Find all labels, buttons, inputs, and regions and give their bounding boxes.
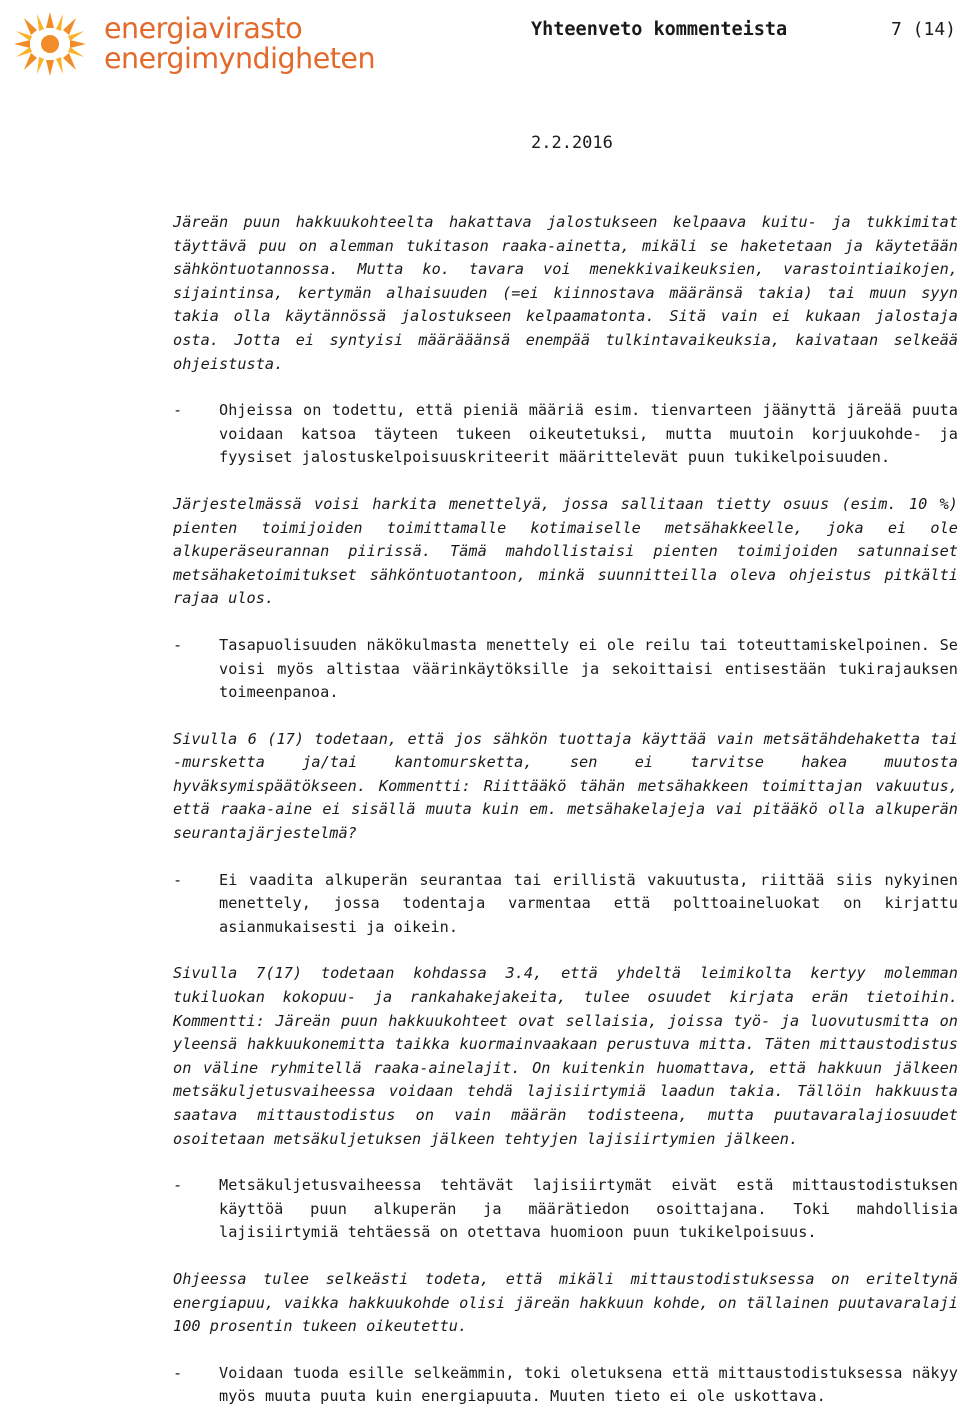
page-number: 7 (14) [890, 19, 956, 40]
response-bullet-5 [173, 1362, 958, 1409]
comment-paragraph-2: Järjestelmässä voisi harkita menettelyä, jossa sallitaan tietty osuus (esim. 10 %) pienten toimijoiden toimittamalle kotimaiselle metsähakkeelle, joka ei ole alkuperäseurannan piirissä. Tämä mahdollistaisi pienten toimijoiden satunnaiset metsähaketoimitukset sähköntuotantoon, minkä suunnitteilla oleva ohjeistus pitkälti rajaa ulos. [173, 494, 958, 608]
document-date: 2.2.2016 [531, 133, 613, 153]
agency-logo [8, 8, 375, 80]
bullet-dash: - [173, 1176, 183, 1195]
bullet-dash: - [173, 635, 183, 654]
logo-line-swedish: energimyndigheten [104, 42, 376, 75]
response-bullet-2 [173, 634, 958, 705]
sun-logo-icon [8, 8, 92, 80]
logo-line-finnish: energiavirasto [104, 12, 303, 45]
bullet-dash: - [173, 1363, 183, 1382]
document-body [173, 211, 958, 1409]
document-title: Yhteenveto kommenteista [531, 19, 788, 40]
comment-paragraph-5: Ohjeessa tulee selkeästi todeta, että mikäli mittaustodistuksessa on eriteltynä energiapuu, vaikka hakkuukohde olisi järeän hakkuun kohde, on tällainen puutavaralaji 100 prosentin tukeen oikeutettu. [173, 1269, 958, 1336]
response-bullet-4 [173, 1174, 958, 1245]
response-text-2: Tasapuolisuuden näkökulmasta menettely ei ole reilu tai toteuttamiskelpoinen. Se voisi myös altistaa väärinkäytöksille ja sekoittaisi entisestään tukirajauksen toimeenpanoa. [219, 635, 958, 702]
bullet-dash: - [173, 870, 183, 889]
logo-wordmark [104, 14, 375, 74]
response-text-1: Ohjeissa on todettu, että pieniä määriä esim. tienvarteen jäänyttä järeää puuta voidaan katsoa täyteen tukeen oikeutetuksi, mutta muutoin korjuukohde- ja fyysiset jalostuskelpoisuuskriteerit määrittelevät puun tukikelpoisuuden. [219, 401, 958, 467]
response-text-5: Voidaan tuoda esille selkeämmin, toki oletuksena että mittaustodistuksessa näkyy myös muuta puuta kuin energiapuuta. Muuten tieto ei ole uskottava. [219, 1363, 958, 1406]
bullet-dash: - [173, 401, 183, 420]
response-text-4: Metsäkuljetusvaiheessa tehtävät lajisiirtymät eivät estä mittaustodistuksen käyttöä puun alkuperän ja määrätiedon osoittajana. Toki mahdollisia lajisiirtymiä tehtäessä on otettava huomioon puun tukikelpoisuus. [219, 1176, 958, 1242]
response-bullet-1 [173, 399, 958, 470]
comment-paragraph-3: Sivulla 6 (17) todetaan, että jos sähkön tuottaja käyttää vain metsätähdehaketta tai -mursketta ja/tai kantomursketta, sen ei tarvitse hakea muutosta hyväksymispäätökseen. Kommentti: Riittääkö tähän metsähakkeen toimittajan vakuutus, että raaka-aine ei sisällä muuta kuin em. metsähakelajeja vai pitääkö olla alkuperän seurantajärjestelmä? [173, 729, 958, 843]
response-text-3: Ei vaadita alkuperän seurantaa tai erillistä vakuutusta, riittää siis nykyinen menettely, jossa todentaja varmentaa että polttoaineluokat on kirjattu asianmukaisesti ja oikein. [219, 870, 958, 936]
comment-paragraph-4: Sivulla 7(17) todetaan kohdassa 3.4, että yhdeltä leimikolta kertyy molemman tukiluokan kokopuu- ja rankahakejakeita, tulee osuudet kirjata erän tietoihin. Kommentti: Järeän puun hakkuukohteet ovat sellaisia, joissa työ- ja luovutusmitta on yleensä hakkuukonemitta taikka kuormainvaakaan perustuva mitta. Täten mittaustodistus on väline ryhmitellä raaka-ainelajit. On kuitenkin huomattava, että hakkuun jälkeen metsäkuljetusvaiheessa voidaan tehdä lajisiirtymiä laadun takia. Tällöin hakkuusta saatava mittaustodistus on vain määrän todisteena, mutta puutavaralajiosuudet osoitetaan metsäkuljetuksen jälkeen tehtyjen lajisiirtymien jälkeen. [173, 964, 958, 1148]
comment-paragraph-1: Järeän puun hakkuukohteelta hakattava jalostukseen kelpaava kuitu- ja tukkimitat täyttävä puu on alemman tukitason raaka-ainetta, mikäli se haketetaan ja käytetään sähköntuotannossa. Mutta ko. tavara voi menekkivaikeuksien, varastointiaikojen, sijaintinsa, kertymän alhaisuuden (=ei kiinnostava määränsä takia) tai muun syyn takia olla käytännössä jalostukseen kelpaamatonta. Sitä vain ei kukaan jalostaja osta. Jotta ei syntyisi määrääänsä enempää tulkintavaikeuksia, kaivataan selkeää ohjeistusta. [173, 213, 958, 373]
response-bullet-3 [173, 869, 958, 940]
